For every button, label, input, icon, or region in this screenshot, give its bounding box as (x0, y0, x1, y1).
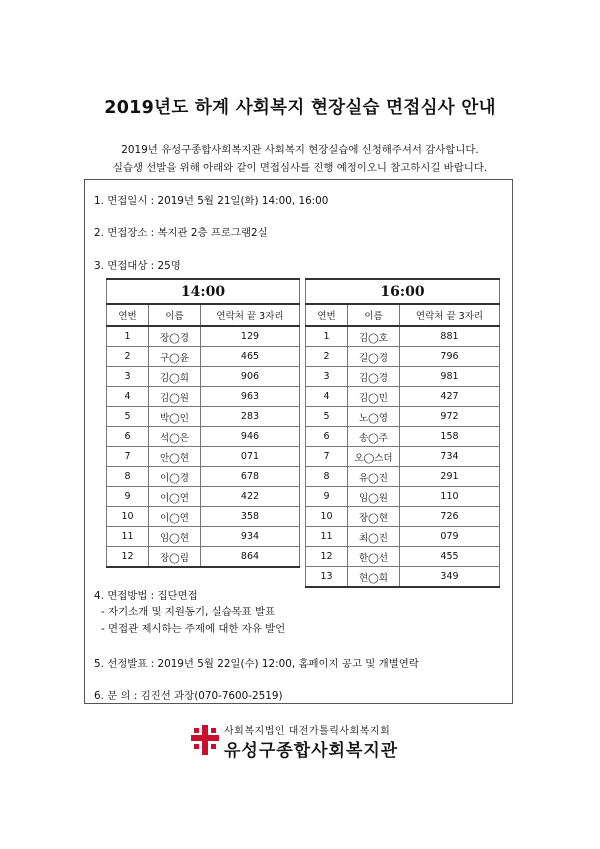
row-phone-suffix: 734 (400, 447, 500, 467)
column-header: 이름 (348, 304, 400, 326)
row-name: 장◯림 (149, 547, 201, 568)
row-phone-suffix: 972 (400, 407, 500, 427)
row-phone-suffix: 981 (400, 367, 500, 387)
row-phone-suffix: 906 (201, 367, 300, 387)
table-row (306, 387, 500, 407)
row-number: 5 (306, 407, 348, 427)
row-phone-suffix: 071 (201, 447, 300, 467)
table-row (306, 567, 500, 588)
row-name: 길◯경 (348, 347, 400, 367)
row-number: 4 (107, 387, 149, 407)
row-name: 한◯선 (348, 547, 400, 567)
table-row (306, 507, 500, 527)
row-number: 6 (107, 427, 149, 447)
row-phone-suffix: 455 (400, 547, 500, 567)
row-name: 장◯현 (348, 507, 400, 527)
row-number: 7 (107, 447, 149, 467)
table-row (306, 487, 500, 507)
row-name: 오◯스더 (348, 447, 400, 467)
row-number: 3 (107, 367, 149, 387)
row-name: 노◯영 (348, 407, 400, 427)
footer-center-name: 유성구종합사회복지관 (224, 741, 399, 761)
column-header: 연번 (306, 304, 348, 326)
table-row (107, 427, 300, 447)
row-number: 11 (306, 527, 348, 547)
row-phone-suffix: 934 (201, 527, 300, 547)
intro-line: 2019년 유성구종합사회복지관 사회복지 현장실습에 신청해주셔서 감사합니다. (121, 144, 479, 156)
table-row (107, 467, 300, 487)
row-phone-suffix: 079 (400, 527, 500, 547)
footer-organization: 사회복지법인 대전가톨릭사회복지회 (224, 726, 391, 737)
row-phone-suffix: 358 (201, 507, 300, 527)
row-phone-suffix: 283 (201, 407, 300, 427)
row-name: 이◯연 (149, 487, 201, 507)
row-phone-suffix: 726 (400, 507, 500, 527)
table-row (306, 326, 500, 347)
row-phone-suffix: 291 (400, 467, 500, 487)
table-row (306, 527, 500, 547)
row-phone-suffix: 678 (201, 467, 300, 487)
column-header: 연락처 끝 3자리 (201, 304, 300, 326)
row-number: 13 (306, 567, 348, 588)
table-row (107, 387, 300, 407)
row-number: 8 (306, 467, 348, 487)
row-name: 이◯연 (149, 507, 201, 527)
row-name: 장◯경 (149, 326, 201, 347)
interview-target: 3. 면접대상 : 25명 (94, 260, 181, 272)
table-row (107, 367, 300, 387)
row-phone-suffix: 864 (201, 547, 300, 568)
row-name: 임◯현 (149, 527, 201, 547)
row-number: 4 (306, 387, 348, 407)
row-name: 김◯경 (348, 367, 400, 387)
table-row (107, 507, 300, 527)
row-phone-suffix: 129 (201, 326, 300, 347)
schedule-table-1400 (106, 278, 300, 568)
row-name: 석◯은 (149, 427, 201, 447)
method-detail: - 자기소개 및 지원동기, 실습목표 발표 (101, 606, 276, 618)
row-name: 최◯진 (348, 527, 400, 547)
cross-logo-icon (188, 723, 222, 757)
row-number: 12 (107, 547, 149, 568)
row-name: 김◯민 (348, 387, 400, 407)
row-name: 이◯경 (149, 467, 201, 487)
row-phone-suffix: 946 (201, 427, 300, 447)
column-header: 이름 (149, 304, 201, 326)
intro-line: 실습생 선발을 위해 아래와 같이 면접심사를 진행 예정이오니 참고하시길 바랍니다. (112, 162, 488, 174)
row-number: 10 (107, 507, 149, 527)
row-number: 3 (306, 367, 348, 387)
row-number: 2 (107, 347, 149, 367)
row-number: 8 (107, 467, 149, 487)
table-row (107, 347, 300, 367)
row-number: 12 (306, 547, 348, 567)
row-number: 9 (306, 487, 348, 507)
row-name: 현◯희 (348, 567, 400, 588)
row-phone-suffix: 427 (400, 387, 500, 407)
row-name: 송◯주 (348, 427, 400, 447)
row-number: 7 (306, 447, 348, 467)
row-name: 유◯진 (348, 467, 400, 487)
row-name: 박◯인 (149, 407, 201, 427)
row-number: 1 (107, 326, 149, 347)
page-title: 2019년도 하계 사회복지 현장실습 면접심사 안내 (104, 98, 496, 118)
session-time: 16:00 (306, 279, 500, 304)
table-row (107, 487, 300, 507)
row-phone-suffix: 881 (400, 326, 500, 347)
row-phone-suffix: 465 (201, 347, 300, 367)
table-row (306, 447, 500, 467)
row-name: 김◯희 (149, 367, 201, 387)
row-name: 임◯원 (348, 487, 400, 507)
row-number: 6 (306, 427, 348, 447)
row-number: 9 (107, 487, 149, 507)
row-phone-suffix: 422 (201, 487, 300, 507)
session-time: 14:00 (107, 279, 300, 304)
row-number: 5 (107, 407, 149, 427)
row-name: 안◯현 (149, 447, 201, 467)
table-row (306, 407, 500, 427)
row-name: 김◯원 (149, 387, 201, 407)
row-number: 2 (306, 347, 348, 367)
schedule-table-1600 (305, 278, 500, 588)
interview-place: 2. 면접장소 : 복지관 2층 프로그램2실 (94, 227, 268, 239)
row-phone-suffix: 796 (400, 347, 500, 367)
row-name: 김◯호 (348, 326, 400, 347)
table-row (107, 326, 300, 347)
row-phone-suffix: 963 (201, 387, 300, 407)
interview-method: 4. 면접방법 : 집단면접 (94, 590, 198, 602)
row-phone-suffix: 158 (400, 427, 500, 447)
interview-date: 1. 면접일시 : 2019년 5월 21일(화) 14:00, 16:00 (94, 195, 329, 207)
contact-info: 6. 문 의 : 김진선 과장(070-7600-2519) (94, 690, 283, 702)
table-row (306, 427, 500, 447)
column-header: 연락처 끝 3자리 (400, 304, 500, 326)
result-announcement: 5. 선정발표 : 2019년 5월 22일(수) 12:00, 홈페이지 공고 및 개별연락 (94, 658, 419, 670)
row-phone-suffix: 110 (400, 487, 500, 507)
table-row (306, 367, 500, 387)
row-name: 구◯윤 (149, 347, 201, 367)
table-row (107, 547, 300, 568)
method-detail: - 면접관 제시하는 주제에 대한 자유 발언 (101, 623, 286, 635)
column-header: 연번 (107, 304, 149, 326)
row-phone-suffix: 349 (400, 567, 500, 588)
table-row (306, 467, 500, 487)
row-number: 11 (107, 527, 149, 547)
table-row (306, 547, 500, 567)
row-number: 1 (306, 326, 348, 347)
row-number: 10 (306, 507, 348, 527)
table-row (107, 407, 300, 427)
table-row (107, 527, 300, 547)
table-row (306, 347, 500, 367)
table-row (107, 447, 300, 467)
